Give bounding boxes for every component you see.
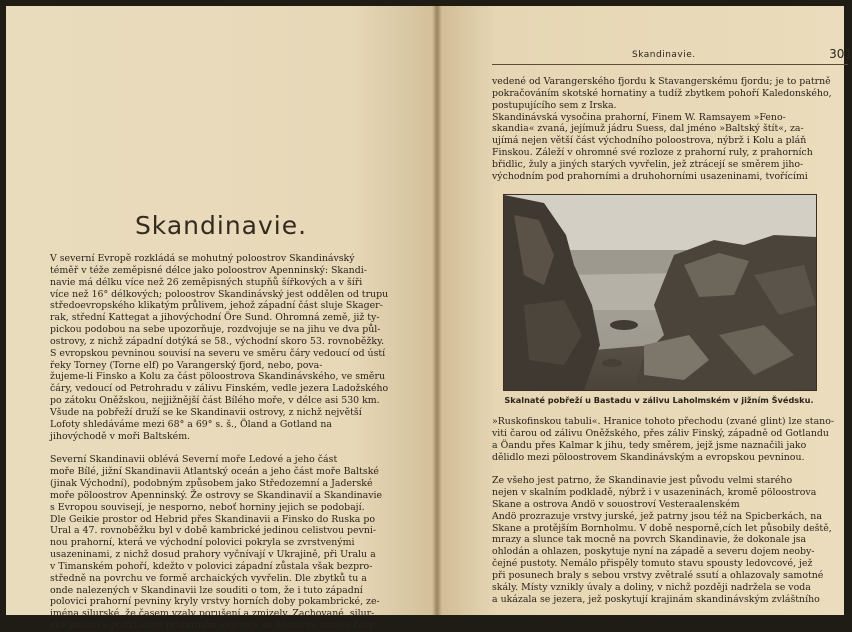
text-line: po zátoku Oněžskou, nejjižnější část Bílého moře, v délce asi 530 km.	[50, 395, 380, 407]
text-line: Lofoty shledáváme mezi 68° a 69° s. š., Öland a Gotland na	[50, 418, 332, 430]
text-line: středoevropského klikatým průlivem, jehož západní část sluje Skager-	[50, 300, 383, 312]
right-page	[436, 6, 852, 615]
left-page-text	[50, 253, 392, 632]
book-spread	[6, 6, 852, 632]
text-line: jména silurské, že časem vzaly porušení a zmizely. Zachované, silur-	[50, 608, 375, 620]
text-line: skandia« zvaná, jejímuž jádru Suess, dal jméno »Baltský štít«, za-	[492, 123, 804, 135]
text-line: břidlic, žuly a jiných starých vyvřelin, jež ztrácejí se směrem jiho-	[492, 158, 804, 170]
text-line: a Öandu přes Kalmar k jihu, tedy směrem, jejž jsme naznačili jako	[492, 439, 807, 451]
text-line: středně na povrchu ve formě archaických vyvřelin. Dle zbytků tu a	[50, 572, 367, 584]
text-line: Skane a protějším Bornholmu. V době nesporně,cích let působily deště,	[492, 522, 832, 534]
text-line: usazeninami, z nichž dosud prahory vyčnívají v Ukrajině, při Uralu a	[50, 549, 376, 561]
running-head: Skandinavie.	[632, 50, 696, 60]
text-line: moře Bílé, jižní Skandinavii Atlantský oceán a jeho část moře Baltské	[50, 466, 379, 478]
text-line: téměř v téže zeměpisné délce jako poloostrov Apenninský: Skandi-	[50, 264, 367, 276]
page-number: 301	[829, 47, 852, 61]
right-page-text-bottom	[492, 416, 852, 606]
text-line: vedené od Varangerského fjordu k Stavangerskému fjordu; je to patrně	[492, 76, 831, 87]
text-line: pickou podobou na sebe upozorňuje, rozdvojuje se na jihu ve dva půl-	[50, 324, 381, 336]
text-line: postupujícího sem z Irska.	[492, 99, 617, 111]
text-line: Ze všeho jest patrno, že Skandinavie jest původu velmi starého	[492, 475, 793, 487]
text-line: a ukázala se jezera, jež poskytují krajinám skandinávským zvláštního	[492, 593, 820, 605]
text-line: viti čarou od zálivu Oněžského, přes záliv Finský, západně od Gotlandu	[492, 427, 829, 439]
text-line: Dle Geikie prostor od Hebrid přes Skandinavii a Finsko do Ruska po	[50, 513, 376, 525]
text-line: ohlodán a ohlazen, poskytuje nyní na západě a severu dojem neoby-	[492, 546, 815, 558]
text-line: (jinak Východní), podobným způsobem jako Středozemní a Jaderské	[50, 478, 373, 490]
photo-illustration	[504, 195, 816, 390]
text-line: rak, střední Kattegat a jihovýchodní Öre Sund. Ohromná země, již ty-	[50, 312, 380, 324]
text-line	[492, 463, 852, 475]
text-line: navie má délku více než 26 zeměpisných stupňů šířkových a v šíři	[50, 276, 363, 288]
text-line: polovici prahorní pevniny kryly vrstvy horních doby pokambrické, ze-	[50, 596, 380, 608]
text-line: nou prahorní, která ve východní polovici pokryla se zvrstvenými	[50, 537, 355, 549]
text-line: ské pohoří s podkladem prahorním objevuje se dosud ve směru čáry	[50, 620, 374, 632]
text-line: dělidlo mezi pöloostrovem Skandinávským a evropskou pevninou.	[492, 451, 805, 463]
text-line: při posunech braly s sebou vrstvy zvětralé ssutí a ohlazovaly samotné	[492, 569, 824, 581]
running-header	[492, 46, 852, 65]
text-line: pokračováním skotské hornatiny a tudíž zbytkem pohoří Kaledonského,	[492, 87, 832, 99]
text-line: východním pod prahorními a druhohorními usazeninami, tvořícími	[492, 170, 808, 182]
text-line: čáry, vedoucí od Petrohradu v zálivu Finském, vedle jezera Ladožského	[50, 383, 389, 395]
text-line: »Ruskofinskou tabuli«. Hranice tohoto přechodu (zvané glint) lze stano-	[492, 416, 835, 427]
text-line: nejen v skalním podkladě, nýbrž i v usazeninách, kromě pöloostrova	[492, 487, 817, 499]
text-line: Severní Skandinavii oblévá Severní moře Ledové a jeho část	[50, 454, 338, 466]
text-line: skály. Místy vznikly úvaly a doliny, v nichž později nadržela se voda	[492, 581, 811, 593]
text-line: Všude na pobřeží druží se ke Skandinavii ostrovy, z nichž největší	[50, 406, 362, 418]
right-page-text-top	[492, 76, 852, 183]
text-line: mrazy a slunce tak mocně na povrch Skandinavie, že dokonale jsa	[492, 534, 807, 546]
text-line: Skane a ostrova Andö v souostroví Vesteraalenském	[492, 498, 740, 510]
book-gutter	[432, 6, 442, 615]
text-line: Finskou. Záleží v ohromné své rozloze z prahorní ruly, z prahorních	[492, 147, 813, 159]
text-line: S evropskou pevninou souvisí na severu ve směru čáry vedoucí od ústí	[50, 347, 386, 359]
text-line: ostrovy, z nichž západní dotýká se 58., východní skoro 53. rovnoběžky.	[50, 335, 385, 347]
text-line: jihovýchodě v moři Baltském.	[50, 430, 191, 442]
chapter-title: Skandinavie.	[134, 211, 308, 240]
text-line: v Timanském pohoří, kdežto v polovici západní zůstala však bezpro-	[50, 560, 373, 572]
text-line: více než 16° délkových; poloostrov Skandinávský jest oddělen od trupu	[50, 288, 389, 300]
text-line: žujeme-li Finsko a Kolu za část pöloostrova Skandinávského, ve směru	[50, 371, 385, 383]
figure-caption: Skalnaté pobřeží u Bastadu v zálivu Laholmském v jižním Švédsku.	[504, 395, 814, 405]
left-page	[6, 6, 436, 632]
coastline-photo	[503, 194, 817, 391]
text-line: Andö prozrazuje vrstvy jurské, jež patrny jsou též na Spicberkách, na	[492, 510, 822, 522]
text-line: ujímá nejen větší část východního poloostrova, nýbrž i Kolu a pláň	[492, 135, 807, 147]
text-line: Skandinávská vysočina prahorní, Finem W. Ramsayem »Feno-	[492, 111, 786, 123]
text-line	[50, 443, 392, 455]
text-line: Ural a 47. rovnoběžku byl v době kambrické jedinou celistvou pevni-	[50, 525, 377, 537]
text-line: moře pöloostrov Apenninský. Že ostrovy se Skandinavií a Skandinavie	[50, 489, 383, 501]
text-line: onde nalezených v Skandinavii lze souditi o tom, že i tuto západní	[50, 584, 363, 596]
text-line: čejné pustoty. Nemálo přispěly tomuto stavu spousty ledovcové, jež	[492, 558, 813, 570]
text-line: s Evropou souvisejí, je nesporno, neboť horniny jejich se podobají.	[50, 501, 365, 513]
text-line: řeky Torney (Torne elf) po Varangerský fjord, nebo, pova-	[50, 359, 323, 371]
text-line: V severní Evropě rozkládá se mohutný poloostrov Skandinávský	[50, 253, 355, 264]
